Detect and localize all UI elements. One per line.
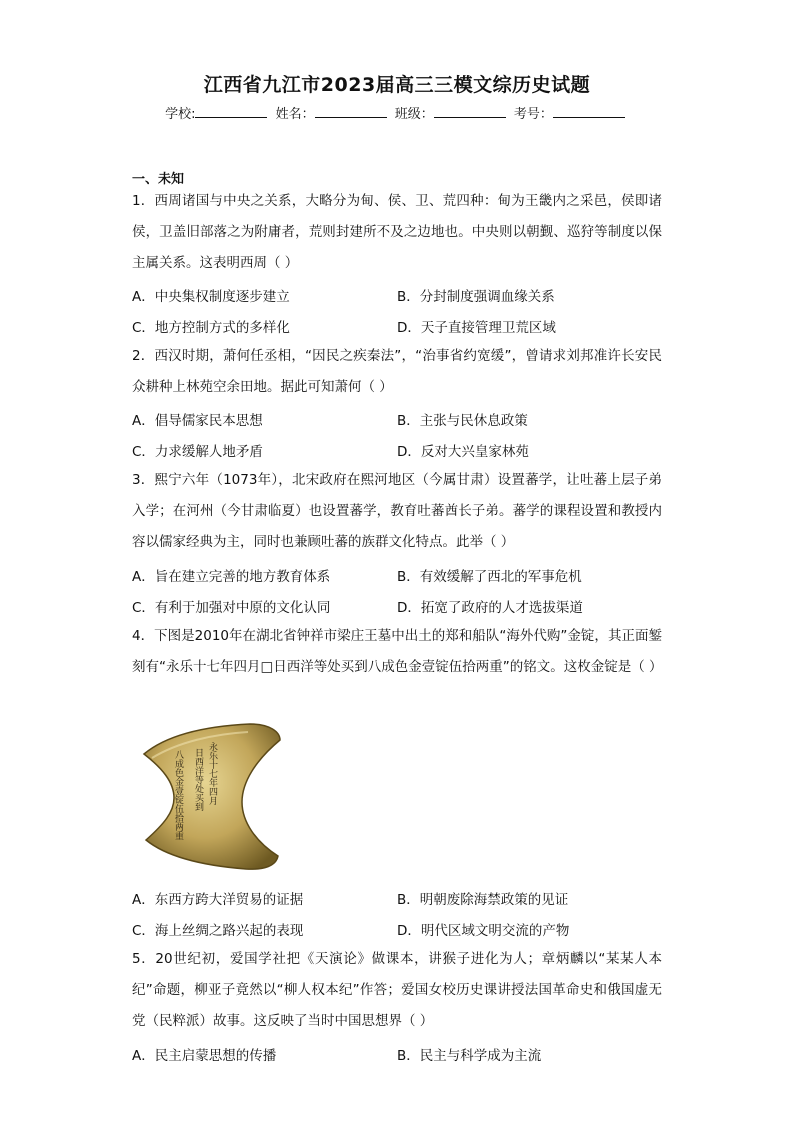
- inscription-col2: 日西洋等处买到: [193, 748, 203, 811]
- question-3-text: 3．熙宁六年（1073年），北宋政府在熙河地区（今属甘肃）设置蕃学，让吐蕃上层子弟入学；在河州（今甘肃临夏）也设置蕃学，教育吐蕃酋长子弟。蕃学的课程设置和教授内容以儒家经典为主，同时也兼顾吐蕃的族群文化特点。此举（ ）: [132, 472, 662, 550]
- name-blank[interactable]: [315, 106, 387, 118]
- inscription-col1: 永乐十七年四月: [207, 742, 217, 805]
- q4-option-d[interactable]: D．明代区域文明交流的产物: [397, 922, 570, 939]
- q3-option-b[interactable]: B．有效缓解了西北的军事危机: [397, 568, 582, 585]
- school-blank[interactable]: [195, 106, 267, 118]
- student-info-line: [0, 103, 794, 122]
- page-title: 江西省九江市2023届高三三模文综历史试题: [203, 74, 591, 96]
- gold-ingot-image: [138, 720, 284, 872]
- question-3-options: [132, 559, 662, 621]
- q2-option-c[interactable]: C．力求缓解人地矛盾: [132, 443, 263, 460]
- question-5-text: 5．20世纪初，爱国学社把《天演论》做课本，讲猴子进化为人；章炳麟以“某某人本纪”命题，柳亚子竟然以“柳人权本纪”作答；爱国女校历史课讲授法国革命史和俄国虚无党（民粹派）故事。这反映了当时中国思想界（ ）: [132, 951, 662, 1029]
- q3-option-d[interactable]: D．拓宽了政府的人才选拔渠道: [397, 599, 583, 616]
- question-2-options: [132, 403, 662, 465]
- exam-no-label: 考号：: [513, 107, 553, 122]
- class-blank[interactable]: [434, 106, 506, 118]
- q2-option-b[interactable]: B．主张与民休息政策: [397, 412, 528, 429]
- gold-ingot-photo: [138, 720, 284, 872]
- q4-option-c[interactable]: C．海上丝绸之路兴起的表现: [132, 922, 304, 939]
- q2-option-d[interactable]: D．反对大兴皇家林苑: [397, 443, 529, 460]
- name-label: 姓名：: [275, 107, 315, 122]
- question-1-text: 1．西周诸国与中央之关系，大略分为甸、侯、卫、荒四种：甸为王畿内之采邑，侯即诸侯，卫盖旧部落之为附庸者，荒则封建所不及之边地也。中央则以朝觐、巡狩等制度以保主属关系。这表明西周（ ）: [132, 193, 662, 271]
- q5-option-a[interactable]: A．民主启蒙思想的传播: [132, 1047, 277, 1064]
- question-5-options: [132, 1038, 662, 1069]
- q2-option-a[interactable]: A．倡导儒家民本思想: [132, 412, 263, 429]
- question-4-text: 4．下图是2010年在湖北省钟祥市梁庄王墓中出土的郑和船队“海外代购”金锭，其正面錾刻有“永乐十七年四月□日西洋等处买到八成色金壹锭伍拾两重”的铭文。这枚金锭是（ ）: [132, 628, 663, 675]
- q4-option-b[interactable]: B．明朝废除海禁政策的见证: [397, 891, 569, 908]
- q5-option-b[interactable]: B．民主与科学成为主流: [397, 1047, 542, 1064]
- question-4-options: [132, 882, 662, 944]
- school-label: 学校:: [165, 107, 196, 122]
- question-1-options: [132, 279, 662, 341]
- question-2-text: 2．西汉时期，萧何任丞相，“因民之疾秦法”，“治事省约宽缓”，曾请求刘邦准许长安民众耕种上林苑空余田地。据此可知萧何（ ）: [132, 348, 662, 395]
- q4-option-a[interactable]: A．东西方跨大洋贸易的证据: [132, 891, 304, 908]
- q3-option-c[interactable]: C．有利于加强对中原的文化认同: [132, 599, 331, 616]
- inscription-col3: 八成色金壹锭伍拾两重: [173, 750, 183, 840]
- q1-option-b[interactable]: B．分封制度强调血缘关系: [397, 288, 555, 305]
- q1-option-a[interactable]: A．中央集权制度逐步建立: [132, 288, 290, 305]
- q1-option-d[interactable]: D．天子直接管理卫荒区域: [397, 319, 556, 336]
- q1-option-c[interactable]: C．地方控制方式的多样化: [132, 319, 290, 336]
- exam-no-blank[interactable]: [553, 106, 625, 118]
- class-label: 班级：: [394, 107, 434, 122]
- q3-option-a[interactable]: A．旨在建立完善的地方教育体系: [132, 568, 331, 585]
- section-heading: 一、未知: [132, 172, 185, 187]
